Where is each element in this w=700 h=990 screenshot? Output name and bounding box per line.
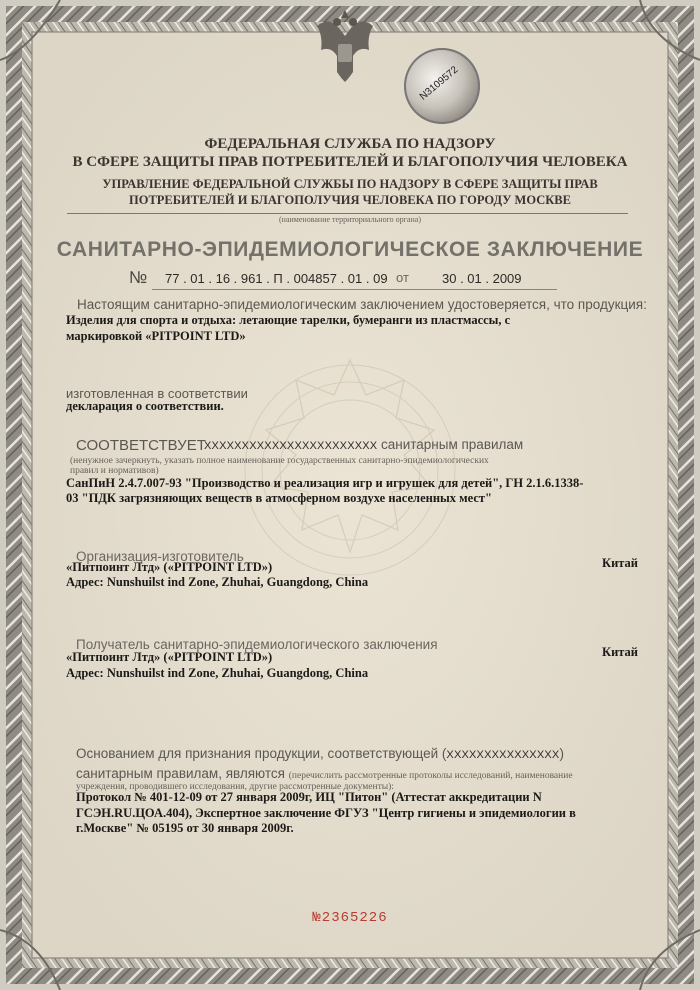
conformity-note2: правил и нормативов) <box>70 466 159 476</box>
product-line1: Изделия для спорта и отдыха: летающие тарелки, бумеранги из пластмассы, с <box>66 313 511 327</box>
document-title: САНИТАРНО-ЭПИДЕМИОЛОГИЧЕСКОЕ ЗАКЛЮЧЕНИЕ <box>56 238 644 261</box>
basis-line1-text: Основанием для признания продукции, соответствующей ( <box>76 746 447 761</box>
department-caption: (наименование территориального органа) <box>279 215 421 224</box>
serial-number: №2365226 <box>312 910 388 926</box>
product-intro: Настоящим санитарно-эпидемиологическим заключением удостоверяется, что продукция: <box>77 297 647 312</box>
agency-line2: В СФЕРЕ ЗАЩИТЫ ПРАВ ПОТРЕБИТЕЛЕЙ И БЛАГОПОЛУЧИЯ ЧЕЛОВЕКА <box>72 154 628 170</box>
basis-text3: г.Москве" № 05195 от 30 января 2009г. <box>76 821 294 835</box>
coat-of-arms-emblem <box>309 6 381 88</box>
manufacturer-label: Организация-изготовитель <box>76 549 244 564</box>
basis-line2-text: санитарным правилам, являются <box>76 766 285 781</box>
conformity-suffix: санитарным правилам <box>381 437 524 452</box>
department-line1: УПРАВЛЕНИЕ ФЕДЕРАЛЬНОЙ СЛУЖБЫ ПО НАДЗОРУ В СФЕРЕ ЗАЩИТЫ ПРАВ <box>102 177 598 191</box>
manufacturer-country: Китай <box>602 556 639 570</box>
basis-line3-note: учреждения, проводившего исследования, другие рассмотренные документы): <box>76 782 394 792</box>
recipient-country: Китай <box>602 645 639 659</box>
basis-text1: Протокол № 401-12-09 от 27 января 2009г, ИЦ "Питон" (Аттестат аккредитации N <box>76 790 542 804</box>
number-date: 30 . 01 . 2009 <box>442 271 522 286</box>
number-rule <box>152 289 557 290</box>
manufactured-value: декларация о соответствии. <box>66 399 224 413</box>
hologram-label: N3109572 <box>417 64 461 103</box>
basis-line1-close: ) <box>559 746 564 761</box>
conformity-line2: 03 "ПДК загрязняющих веществ в атмосферном воздухе населенных мест" <box>66 491 492 505</box>
basis-struck: XXXXXXXXXXXXXXX <box>446 749 560 761</box>
recipient-name: «Питпоинт Лтд» («PITPOINT LTD») <box>66 650 273 664</box>
basis-line2 <box>76 766 573 781</box>
basis-text2: ГСЭН.RU.ЦОА.404), Экспертное заключение ФГУЗ "Центр гигиены и эпидемиологии в <box>76 806 576 820</box>
manufacturer-name: «Питпоинт Лтд» («PITPOINT LTD») <box>66 560 273 574</box>
conformity-label: СООТВЕТСТВУЕТ <box>76 437 206 454</box>
recipient-address: Адрес: Nunshuilst ind Zone, Zhuhai, Guangdong, China <box>66 666 369 680</box>
number-value: 77 . 01 . 16 . 961 . П . 004857 . 01 . 09 <box>165 271 388 286</box>
basis-line2-note: (перечислить рассмотренные протоколы исследований, наименование <box>288 771 573 781</box>
conformity-note1: (ненужное зачеркнуть, указать полное наименование государственных санитарно-эпидемиологических <box>70 456 489 466</box>
conformity-line1: СанПиН 2.4.7.007-93 "Производство и реализация игр и игрушек для детей", ГН 2.1.6.1338- <box>66 476 584 490</box>
number-sign: № <box>129 268 148 287</box>
recipient-label: Получатель санитарно-эпидемиологического заключения <box>76 637 438 652</box>
basis-line1 <box>76 746 564 761</box>
agency-line1: ФЕДЕРАЛЬНАЯ СЛУЖБА ПО НАДЗОРУ <box>204 136 496 152</box>
number-from-label: от <box>396 270 409 285</box>
manufactured-label: изготовленная в соответствии <box>66 386 248 401</box>
product-line2: маркировкой «PITPOINT LTD» <box>66 329 246 343</box>
manufacturer-address: Адрес: Nunshuilst ind Zone, Zhuhai, Guangdong, China <box>66 575 369 589</box>
header-rule <box>67 213 628 214</box>
conformity-struck: XXXXXXXXXXXXXXXXXXXXXXX <box>204 440 378 452</box>
department-line2: ПОТРЕБИТЕЛЕЙ И БЛАГОПОЛУЧИЯ ЧЕЛОВЕКА ПО ГОРОДУ МОСКВЕ <box>129 193 571 207</box>
